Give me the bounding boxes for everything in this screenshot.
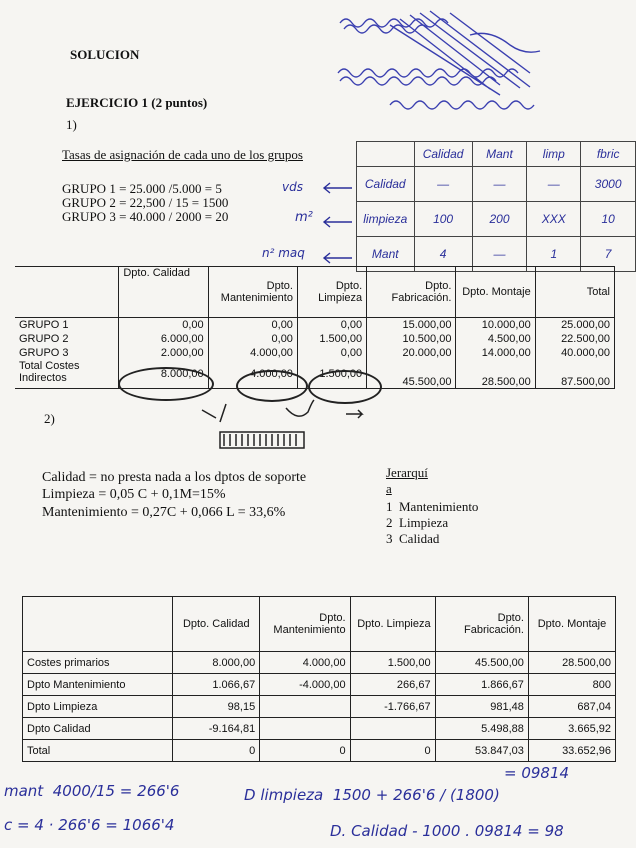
section1-heading: Tasas de asignación de cada uno de los grupos	[62, 147, 303, 162]
hand-marks	[196, 398, 376, 458]
reallocation-table	[22, 596, 616, 762]
hand-table-cell: —	[414, 167, 472, 202]
table1-cell: 15.000,00	[367, 318, 456, 333]
table2-row-label: Dpto Limpieza	[23, 696, 173, 718]
table1-cell: 10.500,00	[367, 332, 456, 346]
table2-cell: 28.500,00	[528, 652, 615, 674]
table2-cell: -1.766,67	[350, 696, 435, 718]
table2-cell: 3.665,92	[528, 718, 615, 740]
table2-row-label: Dpto Mantenimiento	[23, 674, 173, 696]
hand-table-row-label: Mant	[357, 237, 415, 272]
table1-cell: 0,00	[119, 318, 208, 333]
table1-cell: 14.000,00	[456, 346, 535, 360]
table1-header: Dpto. Limpieza	[297, 267, 366, 318]
table2-cell	[260, 718, 350, 740]
hand-table-cell: 100	[414, 202, 472, 237]
hand-table-cell: 3000	[581, 167, 636, 202]
table1-row-label: GRUPO 2	[19, 333, 69, 345]
table1-cell: 6.000,00	[119, 332, 208, 346]
group1-line: GRUPO 1 = 25.000 /5.000 = 5	[62, 181, 222, 196]
exercise-title: EJERCICIO 1 (2 puntos)	[66, 95, 208, 110]
table2-cell: 33.652,96	[528, 740, 615, 762]
table2-header: Dpto. Limpieza	[350, 597, 435, 652]
table1-cell: 10.000,00	[456, 318, 535, 333]
group2-line: GRUPO 2 = 22,500 / 15 = 1500	[62, 195, 229, 210]
hand-calc-calidad-factor: c = 4 · 266'6 = 1066'4	[4, 816, 175, 834]
table2-cell	[260, 696, 350, 718]
table2-row-label: Costes primarios	[23, 652, 173, 674]
indirect-costs-table	[15, 266, 615, 389]
table1-row	[15, 318, 615, 333]
handwritten-allocation-table	[356, 141, 636, 272]
scribble-redaction	[330, 5, 570, 115]
table1-cell: 4.000,00	[208, 360, 297, 389]
table1-header-row	[15, 267, 615, 318]
hand-table-row	[357, 167, 636, 202]
table1-header: Dpto. Calidad	[119, 267, 208, 318]
table1-corner	[15, 267, 119, 318]
hand-table-header: limp	[527, 142, 581, 167]
hand-table-corner	[357, 142, 415, 167]
part2-label: 2)	[44, 411, 55, 426]
mantenimiento-note: Mantenimiento = 0,27C + 0,066 L = 33,6%	[42, 505, 286, 520]
hand-table-cell: 7	[581, 237, 636, 272]
part1-label: 1)	[66, 117, 77, 132]
hierarchy-heading: Jerarquí	[386, 465, 428, 480]
hand-table-cell: XXX	[527, 202, 581, 237]
table2-cell: 687,04	[528, 696, 615, 718]
table2-row-label: Dpto Calidad	[23, 718, 173, 740]
table1-header: Dpto. Fabricación.	[367, 267, 456, 318]
table1-header: Total	[535, 267, 614, 318]
hand-arrows	[310, 178, 360, 268]
hierarchy-item-3: 3 Calidad	[386, 531, 440, 546]
table1-cell: 1.500,00	[297, 332, 366, 346]
table2-row-label: Total	[23, 740, 173, 762]
hand-label-vds: vds	[282, 180, 303, 194]
table1-header: Dpto. Mantenimiento	[208, 267, 297, 318]
hand-table-cell: 200	[472, 202, 527, 237]
hand-table-header-row	[357, 142, 636, 167]
table2-cell: -9.164,81	[173, 718, 260, 740]
table1-cell: 40.000,00	[535, 346, 614, 360]
hand-table-header: Calidad	[414, 142, 472, 167]
table2-cell: 800	[528, 674, 615, 696]
hand-table-cell: 10	[581, 202, 636, 237]
table1-cell: 0,00	[297, 346, 366, 360]
hand-table-row-label: limpieza	[357, 202, 415, 237]
solution-title: SOLUCION	[70, 47, 140, 62]
hand-calc-limpieza: D limpieza 1500 + 266'6 / (1800)	[244, 786, 500, 804]
table2-row	[23, 674, 616, 696]
table2-cell: 1.066,67	[173, 674, 260, 696]
hand-table-row	[357, 202, 636, 237]
hand-table-row-label: Calidad	[357, 167, 415, 202]
table2-cell: 45.500,00	[435, 652, 528, 674]
hand-table-cell: 4	[414, 237, 472, 272]
table2-cell: 0	[173, 740, 260, 762]
table2-cell: 8.000,00	[173, 652, 260, 674]
table2-cell: 53.847,03	[435, 740, 528, 762]
table2-row	[23, 652, 616, 674]
hand-table-header: Mant	[472, 142, 527, 167]
hand-label-n2maq: n² maq	[262, 246, 305, 260]
table1-cell: 45.500,00	[367, 360, 456, 389]
table1-cell: 1.500,00	[297, 360, 366, 389]
hand-calc-limpieza-result: = 09814	[504, 764, 570, 782]
table1-row-label: Total Costes Indirectos	[15, 360, 119, 389]
table2-header: Dpto. Calidad	[173, 597, 260, 652]
table1-cell: 8.000,00	[119, 360, 208, 389]
hierarchy-heading-tail: a	[386, 481, 392, 496]
hand-calc-mant: mant 4000/15 = 266'6	[4, 782, 180, 800]
table2-cell: 5.498,88	[435, 718, 528, 740]
table2-cell: 1.500,00	[350, 652, 435, 674]
table2-row	[23, 696, 616, 718]
calidad-note: Calidad = no presta nada a los dptos de soporte	[42, 470, 307, 485]
hand-calc-calidad: D. Calidad - 1000 . 09814 = 98	[330, 822, 564, 840]
table1-cell: 87.500,00	[535, 360, 614, 389]
table2-cell	[350, 718, 435, 740]
table1-cell: 25.000,00	[535, 318, 614, 333]
limpieza-note: Limpieza = 0,05 C + 0,1M=15%	[42, 487, 226, 502]
table1-cell: 28.500,00	[456, 360, 535, 389]
table2-header: Dpto. Mantenimiento	[260, 597, 350, 652]
table2-cell: 4.000,00	[260, 652, 350, 674]
table2-cell: 1.866,67	[435, 674, 528, 696]
table1-cell: 4.000,00	[208, 346, 297, 360]
hand-table-cell: —	[472, 167, 527, 202]
hierarchy-item-1: 1 Mantenimiento	[386, 499, 479, 514]
hand-table-header: fbric	[581, 142, 636, 167]
table2-cell: 0	[350, 740, 435, 762]
table1-cell: 20.000,00	[367, 346, 456, 360]
table1-cell: 22.500,00	[535, 332, 614, 346]
hand-label-m2: m²	[295, 210, 313, 225]
hierarchy-item-2: 2 Limpieza	[386, 515, 449, 530]
table1-cell: 0,00	[208, 318, 297, 333]
table2-cell: 981,48	[435, 696, 528, 718]
hand-table-cell: —	[527, 167, 581, 202]
table2-cell: 98,15	[173, 696, 260, 718]
table2-total-row	[23, 740, 616, 762]
table1-cell: 4.500,00	[456, 332, 535, 346]
table2-header-row	[23, 597, 616, 652]
table1-cell: 0,00	[208, 332, 297, 346]
circle-calidad-total	[118, 367, 214, 401]
table2-cell: 0	[260, 740, 350, 762]
hand-table-cell: 1	[527, 237, 581, 272]
table1-header: Dpto. Montaje	[456, 267, 535, 318]
group3-line: GRUPO 3 = 40.000 / 2000 = 20	[62, 209, 229, 224]
table2-row	[23, 718, 616, 740]
table2-cell: 266,67	[350, 674, 435, 696]
hand-table-cell: —	[472, 237, 527, 272]
table1-row	[15, 346, 615, 360]
table2-corner	[23, 597, 173, 652]
table1-cell: 0,00	[297, 318, 366, 333]
table2-header: Dpto. Montaje	[528, 597, 615, 652]
table2-header: Dpto. Fabricación.	[435, 597, 528, 652]
table1-row	[15, 332, 615, 346]
table1-row-label: GRUPO 1	[19, 319, 69, 331]
table2-cell: -4.000,00	[260, 674, 350, 696]
table1-cell: 2.000,00	[119, 346, 208, 360]
table1-row-label: GRUPO 3	[19, 347, 69, 359]
